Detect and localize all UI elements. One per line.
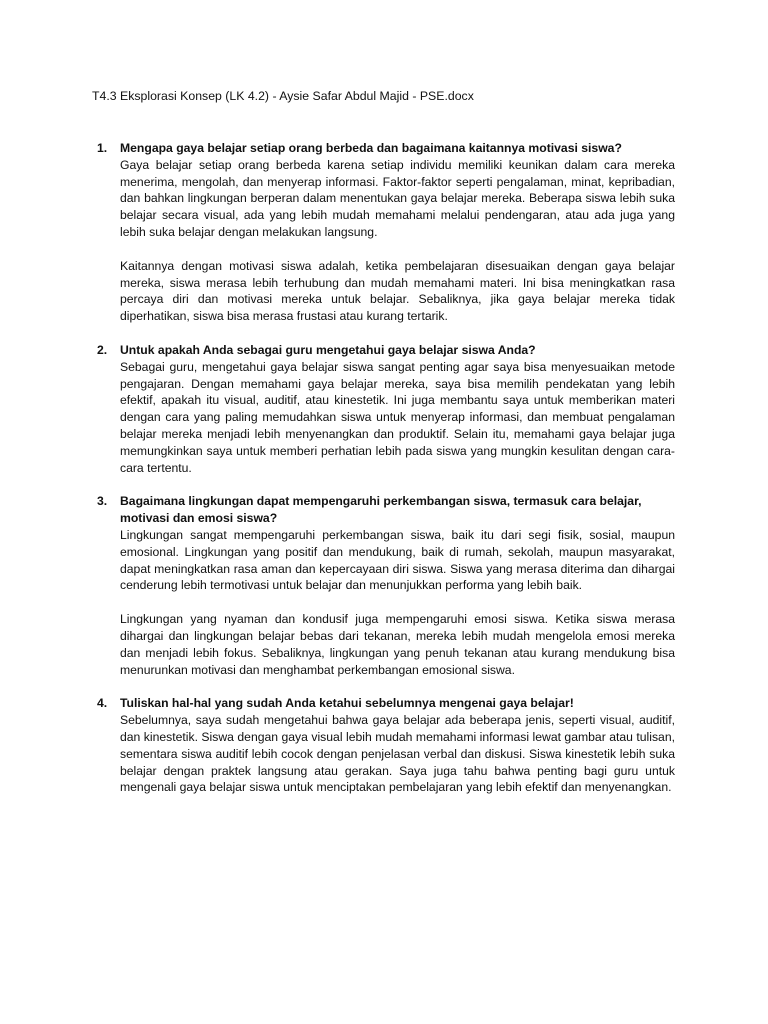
question-text: Untuk apakah Anda sebagai guru mengetahui gaya belajar siswa Anda? (120, 342, 536, 357)
question-item-2 (0, 342, 675, 476)
answer-paragraph: Kaitannya dengan motivasi siswa adalah, ketika pembelajaran disesuaikan dengan gaya belajar mereka, siswa merasa lebih terhubung dan mudah memahami materi. Ini bisa meningkatkan rasa percaya diri dan motivasi mereka untuk belajar. Sebaliknya, jika gaya belajar mereka tidak diperhatikan, siswa bisa merasa frustasi atau kurang tertarik. (120, 258, 675, 324)
question-item-1 (0, 140, 675, 325)
answer-paragraph: Lingkungan sangat mempengaruhi perkembangan siswa, baik itu dari segi fisik, sosial, maupun emosional. Lingkungan yang positif dan mendukung, baik di rumah, sekolah, maupun masyarakat, dapat meningkatkan rasa aman dan kepercayaan diri siswa. Siswa yang merasa diterima dan dihargai cenderung lebih termotivasi untuk belajar dan menunjukkan performa yang lebih baik. (120, 527, 675, 593)
question-number: 3. (97, 494, 108, 509)
answer-paragraph: Sebagai guru, mengetahui gaya belajar siswa sangat penting agar saya bisa menyesuaikan metode pengajaran. Dengan memahami gaya belajar mereka, saya bisa memilih pendekatan yang lebih efektif, apakah itu visual, auditif, atau kinestetik. Ini juga membantu saya untuk memberikan materi dengan cara yang paling memudahkan siswa untuk menyerap informasi, dan membuat pengalaman belajar mereka menjadi lebih menyenangkan dan produktif. Selain itu, memahami gaya belajar juga memungkinkan saya untuk memberi perhatian lebih pada siswa yang mungkin kesulitan dengan cara-cara tertentu. (120, 359, 675, 475)
answer-paragraph: Sebelumnya, saya sudah mengetahui bahwa gaya belajar ada beberapa jenis, seperti visual, auditif, dan kinestetik. Siswa dengan gaya visual lebih mudah memahami informasi lewat gambar atau tulisan, sementara siswa auditif lebih cocok dengan penjelasan verbal dan diskusi. Siswa kinestetik lebih suka belajar dengan praktek langsung atau gerakan. Saya juga tahu bahwa penting bagi guru untuk mengenali gaya belajar siswa untuk menciptakan pembelajaran yang lebih efektif dan menyenangkan. (120, 713, 675, 795)
question-text: Bagaimana lingkungan dapat mempengaruhi perkembangan siswa, termasuk cara belajar, motivasi dan emosi siswa? (120, 494, 642, 526)
question-item-4 (0, 695, 675, 796)
question-number: 1. (97, 141, 108, 155)
answer-paragraph: Lingkungan yang nyaman dan kondusif juga mempengaruhi emosi siswa. Ketika siswa merasa dihargai dan lingkungan belajar bebas dari tekanan, mereka lebih mudah mengelola emosi mereka dan menjadi lebih fokus. Sebaliknya, lingkungan yang penuh tekanan atau kurang mendukung bisa menurunkan motivasi dan menghambat perkembangan emosional siswa. (120, 612, 675, 677)
question-number: 4. (97, 696, 108, 711)
question-text: Mengapa gaya belajar setiap orang berbeda dan bagaimana kaitannya motivasi siswa? (120, 141, 622, 155)
question-number: 2. (97, 342, 108, 357)
question-text: Tuliskan hal-hal yang sudah Anda ketahui sebelumnya mengenai gaya belajar! (120, 696, 574, 711)
question-list (0, 140, 768, 796)
question-item-3 (0, 493, 675, 678)
document-title: T4.3 Eksplorasi Konsep (LK 4.2) - Aysie Safar Abdul Majid - PSE.docx (92, 89, 474, 103)
answer-paragraph: Gaya belajar setiap orang berbeda karena setiap individu memiliki keunikan dalam cara mereka menerima, mengolah, dan menyerap informasi. Faktor-faktor seperti pengalaman, minat, kepribadian, dan bahkan lingkungan berperan dalam menentukan gaya belajar mereka. Beberapa siswa lebih suka belajar secara visual, ada yang lebih mudah memahami melalui pendengaran, atau ada juga yang lebih suka belajar dengan melakukan langsung. (120, 157, 675, 239)
